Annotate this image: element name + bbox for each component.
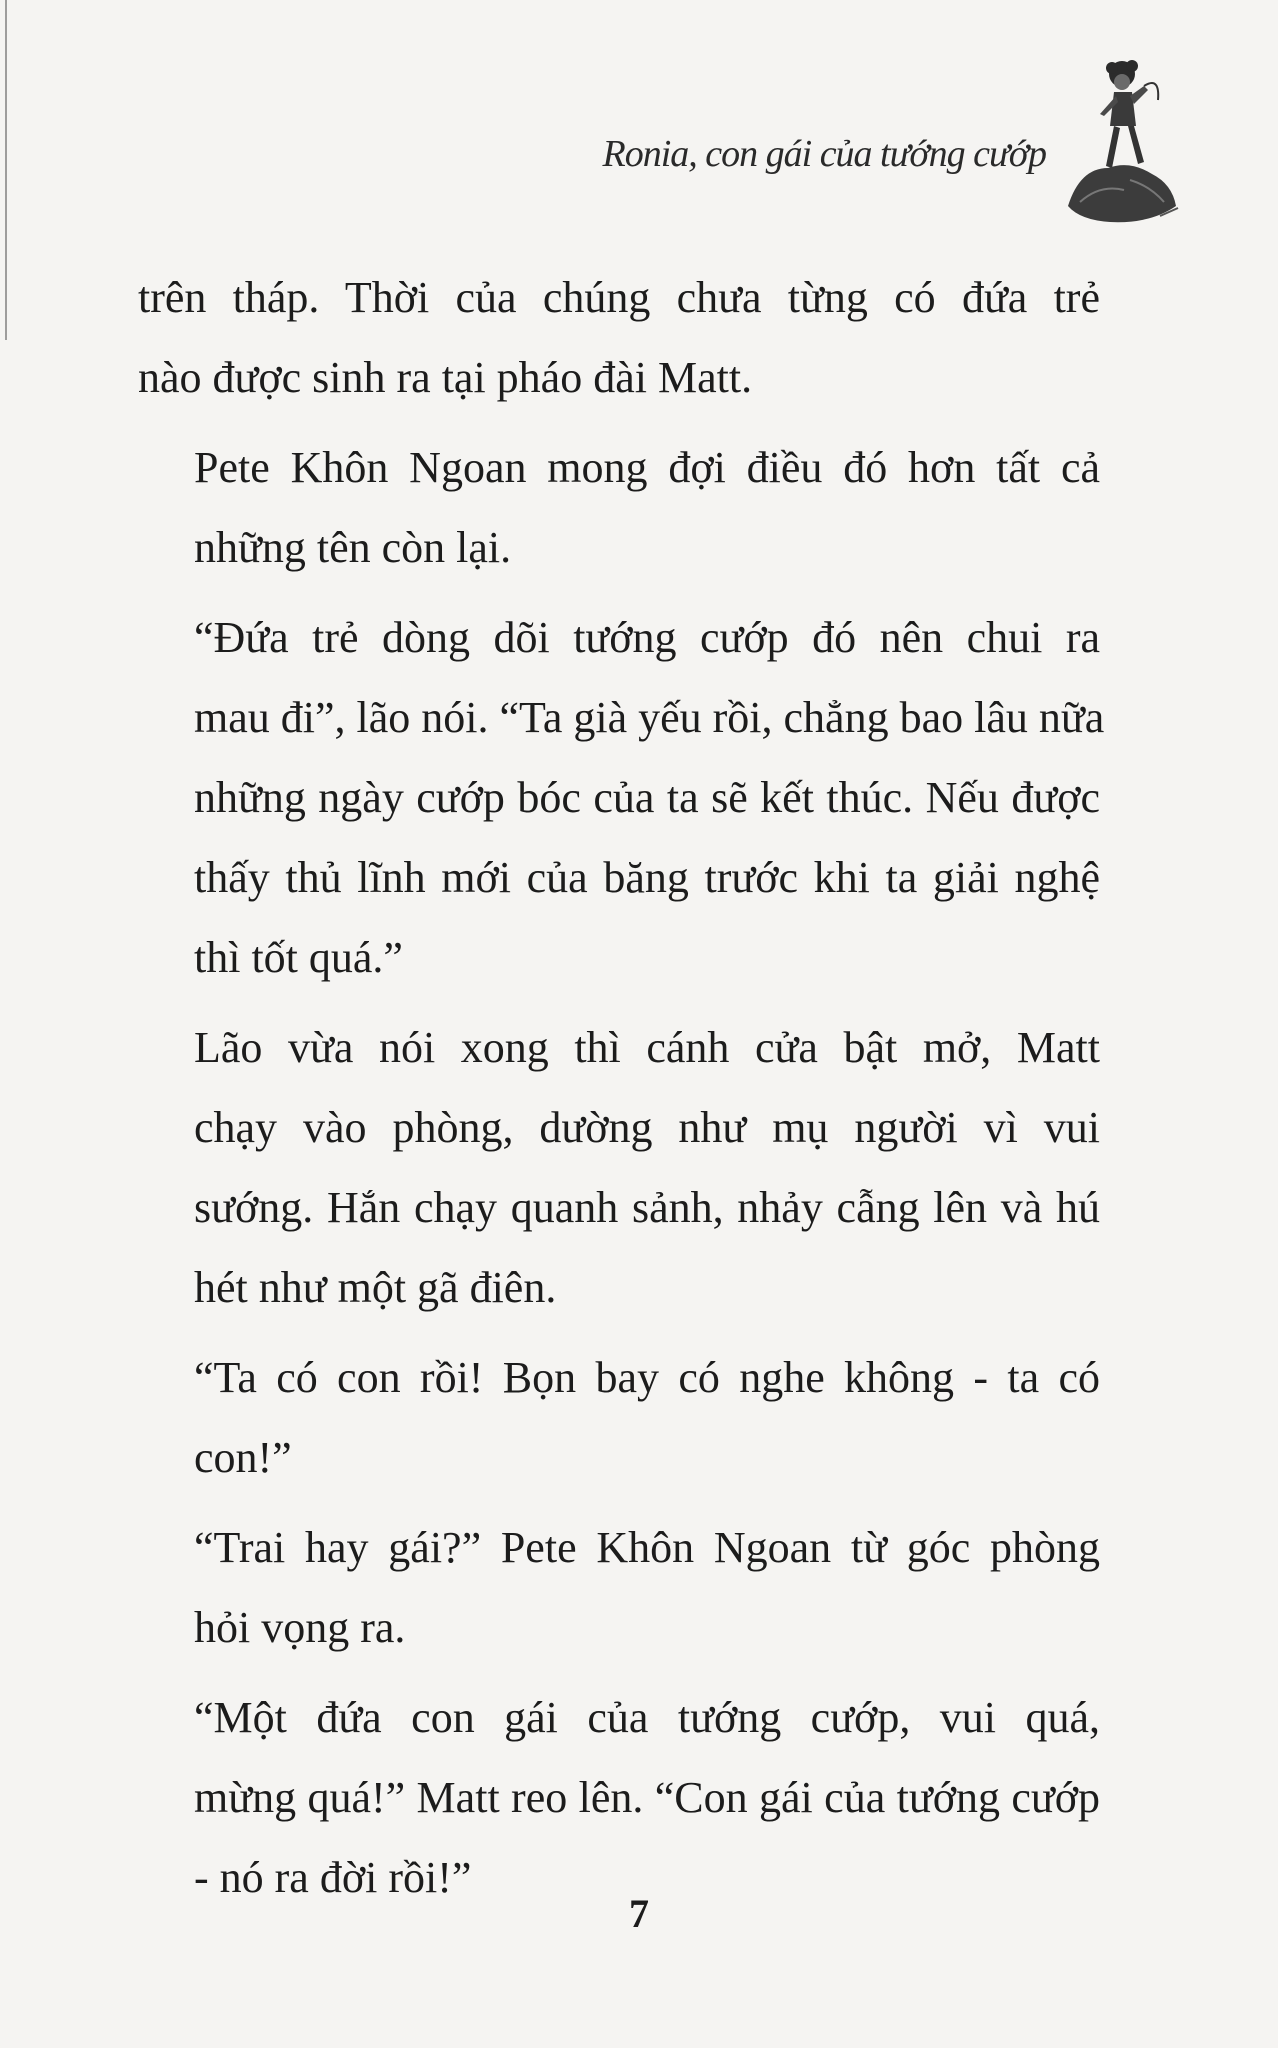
text-line: con!” bbox=[194, 1433, 292, 1482]
binding-edge bbox=[5, 0, 7, 340]
body-text bbox=[138, 258, 1105, 1928]
text-line: Lão vừa nói xong thì cánh cửa bật mở, Matt bbox=[194, 1023, 1100, 1072]
text-line: mau đi”, lão nói. “Ta già yếu rồi, chẳng bao lâu nữa bbox=[194, 693, 1105, 742]
page-number: 7 bbox=[629, 1891, 649, 1936]
text-line: “Một đứa con gái của tướng cướp, vui quá, bbox=[194, 1693, 1100, 1742]
text-line: “Đứa trẻ dòng dõi tướng cướp đó nên chui ra bbox=[194, 613, 1100, 662]
paragraph bbox=[138, 598, 1105, 998]
text-line: thì tốt quá.” bbox=[194, 933, 403, 982]
text-line: những ngày cướp bóc của ta sẽ kết thúc. Nếu được bbox=[194, 773, 1100, 822]
text-line: hỏi vọng ra. bbox=[194, 1603, 406, 1652]
text-line: trên tháp. Thời của chúng chưa từng có đứa trẻ bbox=[138, 273, 1100, 322]
text-line: “Ta có con rồi! Bọn bay có nghe không - ta có bbox=[194, 1353, 1100, 1402]
paragraph bbox=[138, 1338, 1100, 1498]
paragraph bbox=[138, 428, 1100, 588]
text-line: thấy thủ lĩnh mới của băng trước khi ta giải nghệ bbox=[194, 853, 1100, 902]
text-line: chạy vào phòng, dường như mụ người vì vui bbox=[194, 1103, 1100, 1152]
text-line: Pete Khôn Ngoan mong đợi điều đó hơn tất cả bbox=[194, 443, 1100, 492]
text-line: nào được sinh ra tại pháo đài Matt. bbox=[138, 353, 753, 402]
text-line: sướng. Hắn chạy quanh sảnh, nhảy cẫng lên và hú bbox=[194, 1183, 1100, 1232]
girl-on-rock-icon bbox=[1060, 56, 1180, 236]
text-line: mừng quá!” Matt reo lên. “Con gái của tướng cướp bbox=[194, 1773, 1100, 1822]
paragraph bbox=[138, 258, 1100, 418]
text-line: “Trai hay gái?” Pete Khôn Ngoan từ góc phòng bbox=[194, 1523, 1100, 1572]
text-line: hét như một gã điên. bbox=[194, 1263, 557, 1312]
running-header-title: Ronia, con gái của tướng cướp bbox=[602, 133, 1046, 175]
paragraph bbox=[138, 1678, 1100, 1918]
text-line: những tên còn lại. bbox=[194, 523, 512, 572]
paragraph bbox=[138, 1508, 1100, 1668]
paragraph bbox=[138, 1008, 1100, 1328]
text-line: - nó ra đời rồi!” bbox=[194, 1853, 472, 1902]
